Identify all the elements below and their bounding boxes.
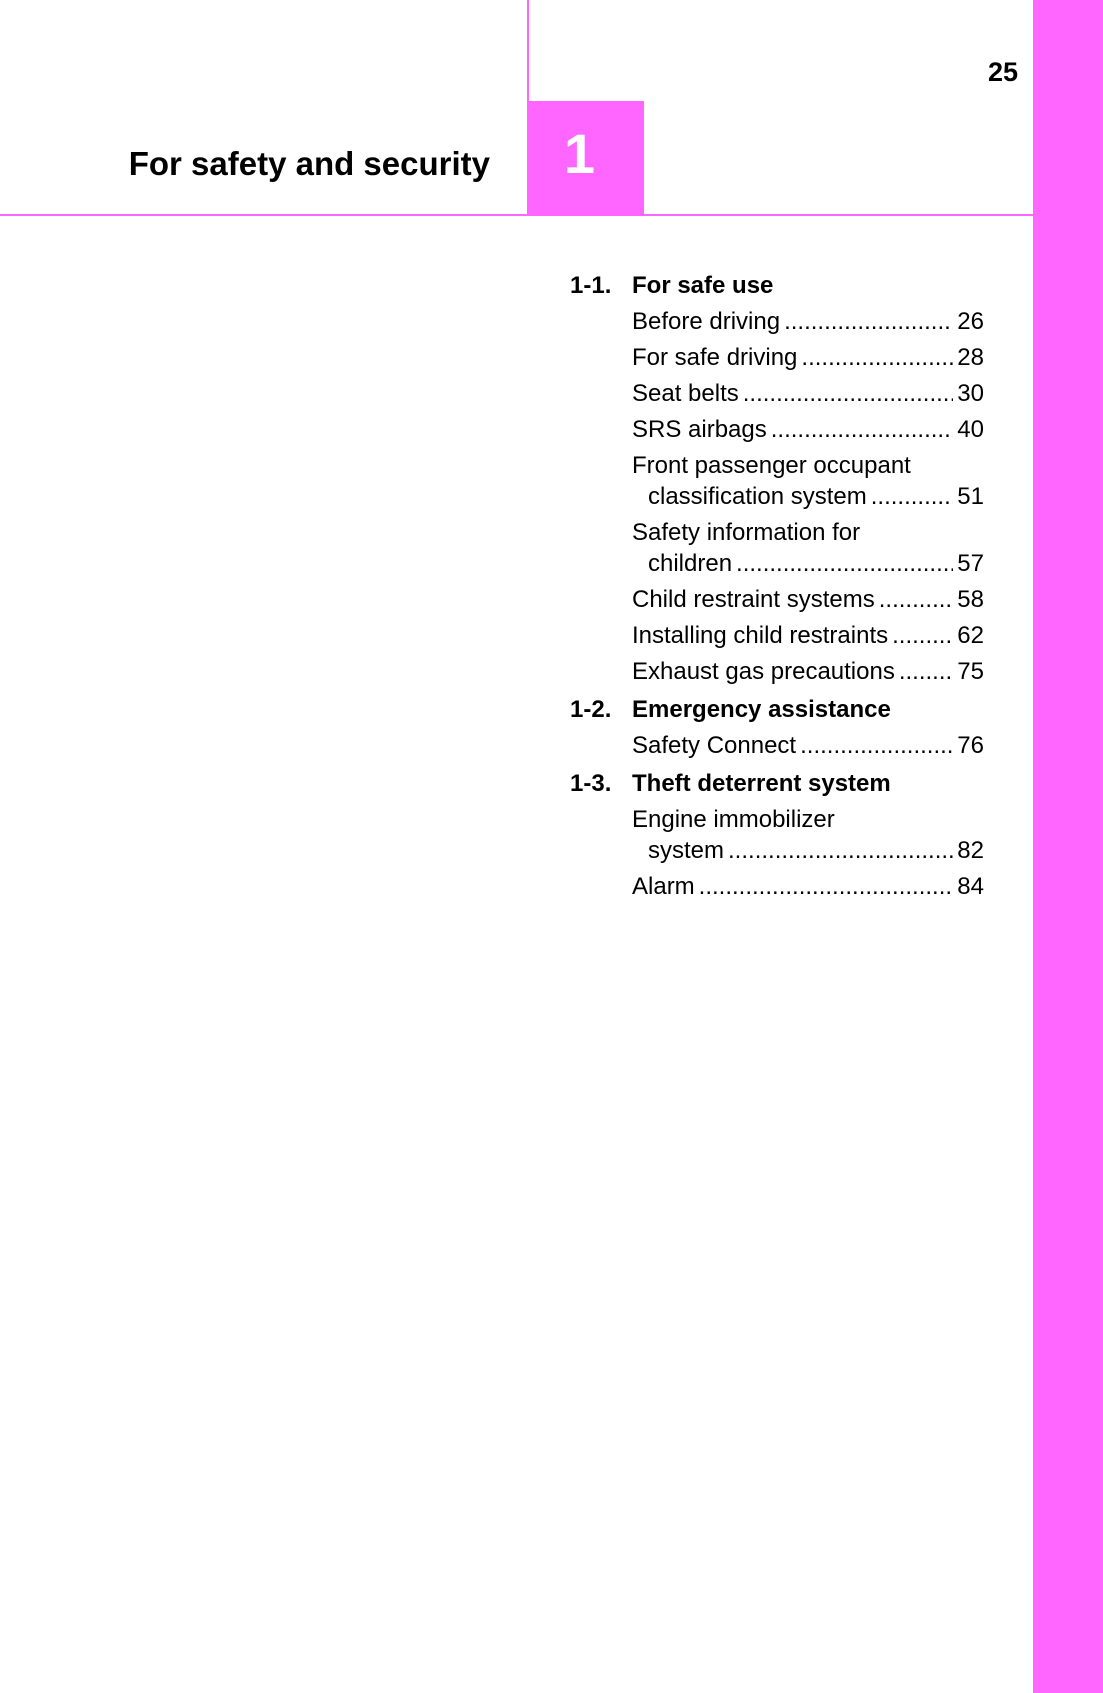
toc-entry-line [632, 804, 984, 835]
toc-entry-line [632, 835, 984, 866]
toc-entry[interactable] [632, 515, 984, 582]
toc-section-heading[interactable] [570, 692, 984, 728]
toc-dot-leader [892, 620, 953, 651]
toc-dot-leader [871, 481, 954, 512]
toc-entry-line [632, 584, 984, 615]
toc-section-heading[interactable] [570, 766, 984, 802]
toc-entry-label: Alarm [632, 873, 695, 900]
toc-entry-line [632, 730, 984, 761]
toc-entry-label: Front passenger occupant [632, 452, 911, 479]
toc-entry-list [570, 304, 984, 690]
toc-entry-line [632, 481, 984, 512]
toc-entry-label: Seat belts [632, 380, 739, 407]
toc-entry-line [632, 548, 984, 579]
toc-entry[interactable] [632, 448, 984, 515]
toc-entry[interactable] [632, 340, 984, 376]
chapter-number: 1 [563, 122, 596, 185]
toc-entry-list [570, 802, 984, 905]
toc-entry-label: children [648, 550, 733, 577]
toc-entry-page-number: 58 [957, 586, 984, 613]
toc-section [570, 766, 984, 905]
toc-entry[interactable] [632, 412, 984, 448]
toc-entry-label: Engine immobilizer [632, 806, 835, 833]
toc-entry-line [632, 517, 984, 548]
toc-entry-page-number: 82 [957, 837, 984, 864]
toc-entry-label: Safety information for [632, 519, 861, 546]
toc-entry-label: classification system [648, 483, 867, 510]
chapter-tab [527, 101, 644, 215]
toc-dot-leader [771, 414, 954, 445]
toc-entry-label: For safe driving [632, 344, 798, 371]
toc-entry-line [632, 342, 984, 373]
toc-entry-label: Installing child restraints [632, 622, 889, 649]
toc-dot-leader [879, 584, 954, 615]
table-of-contents [570, 268, 984, 907]
toc-entry-label: Exhaust gas precautions [632, 658, 895, 685]
toc-entry-page-number: 51 [957, 483, 984, 510]
toc-dot-leader [801, 342, 953, 373]
toc-entry-line [632, 306, 984, 337]
toc-dot-leader [743, 378, 954, 409]
toc-entry-list [570, 728, 984, 764]
toc-entry[interactable] [632, 728, 984, 764]
toc-entry-page-number: 28 [957, 344, 984, 371]
toc-dot-leader [800, 730, 953, 761]
toc-section-number: 1-1. [570, 272, 612, 299]
toc-entry[interactable] [632, 582, 984, 618]
header-vertical-rule [527, 0, 529, 102]
toc-entry[interactable] [632, 654, 984, 690]
toc-entry-page-number: 40 [957, 416, 984, 443]
toc-entry[interactable] [632, 802, 984, 869]
header-rule [0, 214, 1033, 216]
toc-entry[interactable] [632, 376, 984, 412]
toc-section-title: Emergency assistance [632, 696, 891, 723]
toc-section-heading[interactable] [570, 268, 984, 304]
toc-entry-line [632, 450, 984, 481]
toc-dot-leader [736, 548, 953, 579]
toc-dot-leader [699, 871, 954, 902]
toc-entry-page-number: 75 [957, 658, 984, 685]
toc-entry-line [632, 656, 984, 687]
toc-entry-label: Child restraint systems [632, 586, 875, 613]
toc-entry-label: Before driving [632, 308, 781, 335]
chapter-side-bar [1033, 0, 1103, 1693]
toc-section [570, 692, 984, 764]
toc-section-number: 1-3. [570, 770, 612, 797]
toc-entry[interactable] [632, 304, 984, 340]
toc-entry-line [632, 871, 984, 902]
toc-entry-line [632, 620, 984, 651]
toc-section-title: For safe use [632, 272, 774, 299]
toc-entry-page-number: 30 [957, 380, 984, 407]
toc-entry-label: SRS airbags [632, 416, 767, 443]
toc-entry-label: system [648, 837, 725, 864]
toc-entry-page-number: 76 [957, 732, 984, 759]
toc-dot-leader [728, 835, 953, 866]
toc-entry-page-number: 62 [957, 622, 984, 649]
toc-entry-line [632, 378, 984, 409]
toc-entry-page-number: 84 [957, 873, 984, 900]
toc-entry-label: Safety Connect [632, 732, 797, 759]
chapter-title: For safety and security [128, 145, 490, 182]
toc-dot-leader [784, 306, 953, 337]
toc-entry[interactable] [632, 618, 984, 654]
toc-section-title: Theft deterrent system [632, 770, 891, 797]
page-number: 25 [987, 57, 1018, 87]
toc-entry-page-number: 26 [957, 308, 984, 335]
toc-section [570, 268, 984, 690]
toc-entry-line [632, 414, 984, 445]
toc-entry[interactable] [632, 869, 984, 905]
toc-dot-leader [899, 656, 953, 687]
toc-entry-page-number: 57 [957, 550, 984, 577]
toc-section-number: 1-2. [570, 696, 612, 723]
